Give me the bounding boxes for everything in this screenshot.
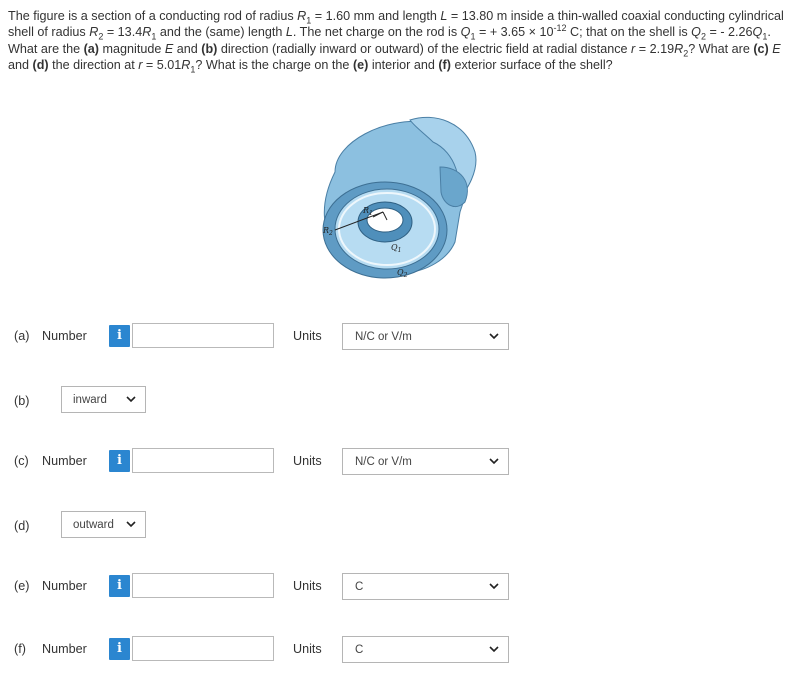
- number-label: Number: [42, 642, 87, 656]
- units-selected-value: C: [355, 581, 364, 593]
- coaxial-cylinder-figure: [315, 112, 480, 287]
- part-c-label: (c): [14, 454, 29, 468]
- label-r1: $R_1$: [363, 206, 373, 217]
- chevron-down-icon: [489, 331, 499, 341]
- chevron-down-icon: [489, 456, 499, 466]
- part-a-row: [14, 323, 514, 351]
- part-c-row: [14, 448, 514, 476]
- part-e-number-input[interactable]: [132, 573, 274, 598]
- units-label: Units: [293, 579, 322, 593]
- label-q1: $Q_1$: [391, 243, 402, 254]
- part-d-direction-select[interactable]: [61, 511, 146, 538]
- chevron-down-icon: [126, 394, 136, 404]
- units-selected-value: C: [355, 644, 364, 656]
- label-r2: $R_2$: [323, 226, 333, 237]
- number-label: Number: [42, 579, 87, 593]
- part-f-label: (f): [14, 642, 26, 656]
- info-icon[interactable]: i: [109, 325, 130, 347]
- part-a-label: (a): [14, 329, 30, 343]
- direction-selected-value: inward: [73, 394, 107, 406]
- chevron-down-icon: [489, 644, 499, 654]
- info-icon[interactable]: i: [109, 575, 130, 597]
- units-label: Units: [293, 454, 322, 468]
- part-d-label: (d): [14, 519, 30, 533]
- part-a-number-input[interactable]: [132, 323, 274, 348]
- part-e-label: (e): [14, 579, 30, 593]
- chevron-down-icon: [489, 581, 499, 591]
- part-f-number-input[interactable]: [132, 636, 274, 661]
- part-b-row: [14, 388, 214, 416]
- part-c-number-input[interactable]: [132, 448, 274, 473]
- info-icon[interactable]: i: [109, 638, 130, 660]
- number-label: Number: [42, 454, 87, 468]
- label-q2: $Q_2$: [397, 268, 408, 279]
- info-icon[interactable]: i: [109, 450, 130, 472]
- part-b-label: (b): [14, 394, 30, 408]
- part-e-row: [14, 573, 514, 601]
- part-a-units-select[interactable]: [342, 323, 509, 350]
- chevron-down-icon: [126, 519, 136, 529]
- question-text: The figure is a section of a conducting rod of radius $R_1 = 1.60$ mm and length L = 13.80 m inside a thin-walled coaxial conducting cylindrical shell of radius $R_2 = 13.4R_1$ and the (same) length L. The net charge on the rod is $Q_1$ = + $3.65 \times 10^{-12}$ C; that on the shell is $Q_2$ = - $2.26Q_1$. What are the (a) magnitude E and (b) direction (radially inward or outward) of the electric field at radial distance $r = 2.19R_2$? What are (c) E and (d) the direction at $r = 5.01R_1$? What is the charge on the (e) interior and (f) exterior surface of the shell?: [8, 9, 784, 75]
- number-label: Number: [42, 329, 87, 343]
- part-b-direction-select[interactable]: [61, 386, 146, 413]
- direction-selected-value: outward: [73, 519, 114, 531]
- units-label: Units: [293, 642, 322, 656]
- part-c-units-select[interactable]: [342, 448, 509, 475]
- units-selected-value: N/C or V/m: [355, 331, 412, 343]
- units-label: Units: [293, 329, 322, 343]
- part-d-row: [14, 513, 214, 541]
- part-e-units-select[interactable]: [342, 573, 509, 600]
- part-f-units-select[interactable]: [342, 636, 509, 663]
- units-selected-value: N/C or V/m: [355, 456, 412, 468]
- part-f-row: [14, 636, 514, 664]
